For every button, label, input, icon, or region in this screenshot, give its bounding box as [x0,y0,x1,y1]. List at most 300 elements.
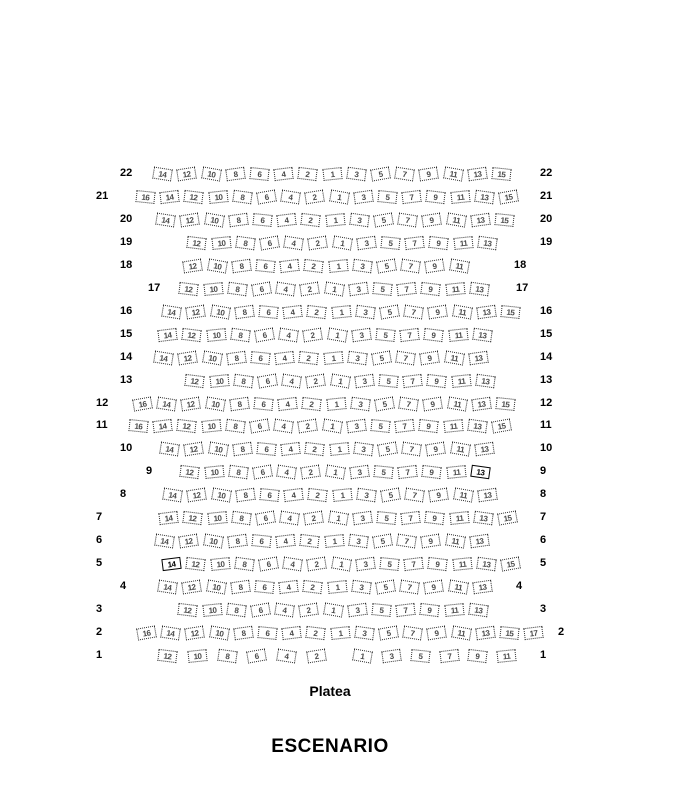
seat[interactable]: 14 [160,626,181,641]
seat[interactable]: 14 [162,488,183,503]
seat[interactable]: 9 [420,603,440,617]
seat[interactable]: 4 [276,534,296,548]
seat[interactable]: 11 [451,374,471,388]
seat[interactable]: 10 [201,166,222,181]
seat[interactable]: 4 [276,465,297,480]
seat[interactable]: 12 [184,190,204,204]
seat[interactable]: 8 [227,281,247,296]
seat[interactable]: 14 [156,396,177,411]
seat[interactable]: 10 [204,212,225,227]
seat[interactable]: 1 [325,465,346,480]
seat[interactable]: 11 [452,557,472,571]
seat[interactable]: 5 [374,396,395,411]
seat[interactable]: 2 [298,419,319,434]
seat[interactable]: 13 [474,190,494,205]
seat[interactable]: 6 [255,511,276,526]
seat[interactable]: 5 [377,190,397,204]
seat[interactable]: 10 [201,419,221,433]
seat[interactable]: 13 [473,511,493,526]
seat[interactable]: 17 [524,626,544,640]
seat[interactable]: 9 [419,419,439,433]
seat[interactable]: 2 [303,327,324,342]
seat[interactable]: 2 [301,465,322,480]
seat[interactable]: 10 [202,350,223,365]
seat[interactable]: 7 [401,442,422,457]
seat[interactable]: 2 [300,281,321,296]
seat[interactable]: 12 [179,282,199,296]
seat[interactable]: 3 [346,167,366,182]
seat[interactable]: 3 [348,281,368,296]
seat[interactable]: 12 [186,557,206,571]
seat[interactable]: 7 [399,580,420,595]
seat[interactable]: 13 [468,603,488,618]
seat[interactable]: 5 [376,258,397,273]
seat[interactable]: 8 [225,419,245,434]
seat[interactable]: 2 [302,396,322,410]
seat[interactable]: 10 [203,534,224,549]
seat[interactable]: 16 [128,419,148,433]
seat[interactable]: 12 [187,236,207,250]
seat[interactable]: 10 [206,580,227,595]
seat[interactable]: 6 [249,167,269,181]
seat[interactable]: 9 [422,465,442,479]
seat[interactable]: 1 [332,235,353,250]
seat[interactable]: 1 [330,626,350,640]
seat[interactable]: 11 [446,212,467,227]
seat[interactable]: 4 [281,442,301,456]
seat[interactable]: 15 [498,189,519,204]
seat[interactable]: 4 [274,167,294,181]
seat[interactable]: 11 [449,511,469,525]
seat[interactable]: 10 [202,603,222,617]
seat[interactable]: 9 [421,534,442,549]
seat[interactable]: 2 [306,373,327,388]
seat[interactable]: 7 [398,396,419,411]
seat[interactable]: 3 [354,626,374,641]
seat[interactable]: 4 [275,350,295,364]
seat[interactable]: 10 [209,625,230,640]
seat[interactable]: 10 [210,557,230,571]
seat[interactable]: 14 [158,328,178,342]
seat[interactable]: 4 [283,235,304,250]
seat[interactable]: 7 [439,649,459,663]
seat[interactable]: 2 [305,190,326,205]
seat[interactable]: 8 [226,603,246,618]
seat[interactable]: 10 [203,282,223,296]
seat[interactable]: 5 [373,212,394,227]
seat[interactable]: 6 [258,305,278,319]
seat[interactable]: 12 [179,534,200,549]
seat[interactable]: 5 [380,236,400,250]
seat[interactable]: 9 [427,373,447,387]
seat[interactable]: 2 [308,488,328,502]
seat[interactable]: 10 [210,304,231,319]
seat[interactable]: 4 [284,488,304,502]
seat[interactable]: 7 [396,534,417,549]
seat[interactable]: 3 [346,419,366,434]
seat[interactable]: 9 [467,649,487,663]
seat[interactable]: 6 [252,213,272,227]
seat[interactable]: 11 [496,649,516,663]
seat[interactable]: 9 [425,258,446,273]
seat[interactable]: 11 [453,236,473,250]
seat[interactable]: 3 [349,465,369,480]
seat[interactable]: 11 [444,603,464,617]
seat[interactable]: 6 [259,488,279,502]
seat[interactable]: 4 [274,603,295,618]
seat[interactable]: 8 [217,649,237,664]
seat[interactable]: 1 [332,488,352,502]
seat[interactable]: 16 [132,396,153,411]
seat[interactable]: 1 [329,189,350,204]
seat[interactable]: 5 [375,328,395,342]
seat[interactable]: 13 [474,442,494,457]
seat[interactable]: 9 [419,167,440,182]
seat[interactable]: 13 [476,557,496,572]
seat[interactable]: 14 [153,419,173,433]
seat[interactable]: 3 [350,396,370,411]
seat[interactable]: 2 [303,580,323,594]
seat[interactable]: 8 [232,442,252,457]
seat[interactable]: 11 [446,465,466,479]
seat[interactable]: 3 [356,236,376,251]
seat[interactable]: 12 [182,328,202,342]
seat[interactable]: 12 [178,350,199,365]
seat[interactable]: 4 [282,626,302,640]
seat[interactable]: 7 [395,350,416,365]
seat[interactable]: 12 [184,442,205,457]
seat[interactable]: 2 [308,235,329,250]
seat[interactable]: 9 [426,190,446,204]
seat[interactable]: 6 [252,465,273,480]
seat[interactable]: 13 [467,419,487,434]
seat[interactable]: 4 [280,190,301,205]
seat[interactable]: 10 [206,328,226,342]
seat[interactable]: 14 [155,212,176,227]
seat[interactable]: 9 [422,212,443,227]
seat[interactable]: 16 [136,625,157,640]
seat[interactable]: 9 [427,626,448,641]
seat[interactable]: 3 [347,603,367,618]
seat[interactable]: 5 [376,511,396,525]
seat[interactable]: 14 [152,167,173,182]
seat[interactable]: 10 [208,190,228,204]
seat[interactable]: 11 [444,350,465,365]
seat[interactable]: 1 [328,259,348,273]
seat[interactable]: 3 [347,350,367,365]
seat[interactable]: 1 [322,167,342,181]
seat[interactable]: 7 [394,167,415,182]
seat[interactable]: 6 [249,419,270,434]
seat[interactable]: 8 [231,511,251,526]
seat[interactable]: 8 [227,534,247,549]
seat[interactable]: 7 [402,626,423,641]
seat[interactable]: 6 [256,189,277,204]
seat[interactable]: 11 [443,166,464,181]
seat[interactable]: 7 [397,212,418,227]
seat[interactable]: 2 [301,213,321,227]
seat[interactable]: 2 [305,442,325,456]
seat[interactable]: 13 [470,465,490,480]
seat[interactable]: 3 [356,488,376,503]
seat[interactable]: 5 [379,557,399,571]
seat[interactable]: 6 [250,602,271,617]
seat[interactable]: 7 [396,603,416,617]
seat[interactable]: 3 [352,259,372,274]
seat[interactable]: 11 [445,534,466,549]
seat[interactable]: 8 [233,373,253,388]
seat[interactable]: 8 [233,626,253,641]
seat[interactable]: 8 [234,304,254,319]
seat[interactable]: 11 [453,488,474,503]
seat[interactable]: 10 [211,488,232,503]
seat[interactable]: 1 [331,557,352,572]
seat[interactable]: 7 [397,282,417,296]
seat[interactable]: 8 [226,350,246,365]
seat[interactable]: 8 [230,327,250,342]
seat[interactable]: 3 [355,557,375,572]
seat[interactable]: 1 [324,281,345,296]
seat[interactable]: 9 [425,511,445,525]
seat[interactable]: 5 [371,350,392,365]
seat[interactable]: 14 [161,304,182,319]
seat[interactable]: 7 [404,488,425,503]
seat[interactable]: 11 [448,328,468,342]
seat[interactable]: 14 [154,534,175,549]
seat[interactable]: 8 [234,557,254,572]
seat[interactable]: 1 [323,602,344,617]
seat[interactable]: 15 [500,557,521,572]
seat[interactable]: 4 [278,327,299,342]
seat[interactable]: 7 [395,419,415,433]
seat[interactable]: 13 [476,304,496,319]
seat[interactable]: 6 [257,373,278,388]
seat[interactable]: 4 [281,373,302,388]
seat[interactable]: 2 [304,259,324,273]
seat[interactable]: 5 [372,282,392,296]
seat[interactable]: 4 [273,419,294,434]
seat[interactable]: 10 [205,396,226,411]
seat[interactable]: 3 [351,580,371,595]
seat[interactable]: 4 [276,649,297,664]
seat[interactable]: 12 [177,167,198,182]
seat[interactable]: 12 [183,511,203,525]
seat[interactable]: 12 [177,419,197,433]
seat[interactable]: 12 [185,626,206,641]
seat[interactable]: 15 [499,626,519,640]
seat[interactable]: 2 [304,511,325,526]
seat[interactable]: 13 [472,580,492,595]
seat[interactable]: 8 [235,488,255,503]
seat[interactable]: 12 [180,465,200,479]
seat[interactable]: 4 [282,557,303,572]
seat[interactable]: 9 [428,557,448,571]
seat[interactable]: 6 [256,442,276,456]
seat[interactable]: 8 [232,190,252,205]
seat[interactable]: 15 [495,397,515,411]
seat[interactable]: 6 [253,397,273,411]
seat[interactable]: 13 [470,213,490,228]
seat[interactable]: 1 [328,511,349,526]
seat[interactable]: 6 [251,534,271,548]
seat[interactable]: 1 [327,327,348,342]
seat[interactable]: 1 [329,442,349,456]
seat[interactable]: 4 [277,213,297,227]
seat[interactable]: 3 [352,511,372,526]
seat[interactable]: 6 [246,648,267,663]
seat[interactable]: 16 [135,190,155,204]
seat[interactable]: 7 [402,190,422,204]
seat[interactable]: 13 [469,534,489,549]
seat[interactable]: 6 [251,281,272,296]
seat[interactable]: 5 [370,166,391,181]
seat[interactable]: 11 [449,258,470,273]
seat[interactable]: 14 [159,442,180,457]
seat[interactable]: 12 [178,603,198,617]
seat[interactable]: 4 [283,305,303,319]
seat[interactable]: 3 [381,649,401,664]
seat[interactable]: 5 [372,534,393,549]
seat[interactable]: 5 [378,374,398,388]
seat[interactable]: 1 [331,305,351,319]
seat[interactable]: 7 [398,465,418,479]
seat[interactable]: 3 [349,213,369,228]
seat[interactable]: 9 [424,328,444,342]
seat[interactable]: 4 [279,511,300,526]
seat[interactable]: 1 [326,397,346,411]
seat[interactable]: 3 [348,534,368,549]
seat[interactable]: 6 [254,327,275,342]
seat[interactable]: 7 [401,511,421,525]
seat[interactable]: 6 [255,259,275,273]
seat[interactable]: 12 [180,212,201,227]
seat[interactable]: 9 [420,350,441,365]
seat[interactable]: 8 [230,580,250,595]
seat[interactable]: 5 [379,304,400,319]
seat[interactable]: 8 [231,259,251,274]
seat[interactable]: 7 [400,258,421,273]
seat[interactable]: 2 [300,534,320,548]
seat[interactable]: 2 [307,305,327,319]
seat[interactable]: 15 [497,511,518,526]
seat[interactable]: 9 [421,282,441,296]
seat[interactable]: 3 [353,442,373,457]
seat[interactable]: 9 [423,396,444,411]
seat[interactable]: 10 [207,511,227,525]
seat[interactable]: 11 [450,190,470,204]
seat[interactable]: 11 [450,442,471,457]
seat[interactable]: 5 [371,603,391,617]
seat[interactable]: 1 [323,351,343,365]
seat[interactable]: 12 [185,373,205,387]
seat[interactable]: 2 [307,557,328,572]
seat[interactable]: 14 [157,580,178,595]
seat[interactable]: 13 [467,167,487,182]
seat[interactable]: 3 [353,190,373,205]
seat[interactable]: 5 [380,488,401,503]
seat[interactable]: 13 [468,350,488,365]
seat[interactable]: 15 [491,167,511,181]
seat[interactable]: 13 [477,488,497,503]
seat[interactable]: 13 [469,281,489,296]
seat[interactable]: 3 [354,373,374,388]
seat[interactable]: 10 [204,465,224,479]
seat[interactable]: 14 [153,350,174,365]
seat[interactable]: 1 [330,373,351,388]
seat[interactable]: 1 [324,534,344,548]
seat[interactable]: 10 [208,442,229,457]
seat[interactable]: 10 [207,258,228,273]
seat[interactable]: 2 [306,649,327,664]
seat[interactable]: 15 [500,305,520,319]
seat[interactable]: 9 [426,442,447,457]
seat[interactable]: 8 [228,213,248,228]
seat[interactable]: 13 [472,327,492,342]
seat[interactable]: 6 [254,580,274,594]
seat[interactable]: 14 [162,557,182,571]
seat[interactable]: 7 [405,236,425,250]
seat[interactable]: 13 [475,373,495,388]
seat[interactable]: 3 [351,327,371,342]
seat[interactable]: 4 [275,281,296,296]
seat[interactable]: 5 [377,442,398,457]
seat[interactable]: 13 [477,236,497,251]
seat[interactable]: 1 [325,213,345,227]
seat[interactable]: 4 [279,580,299,594]
seat[interactable]: 6 [257,626,277,640]
seat[interactable]: 5 [378,625,399,640]
seat[interactable]: 11 [445,282,465,296]
seat[interactable]: 4 [278,396,298,410]
seat[interactable]: 6 [258,557,279,572]
seat[interactable]: 1 [327,580,347,594]
seat[interactable]: 13 [471,396,491,411]
seat[interactable]: 11 [452,304,473,319]
seat[interactable]: 12 [181,396,202,411]
seat[interactable]: 1 [322,419,343,434]
seat[interactable]: 8 [225,167,245,182]
seat[interactable]: 14 [159,511,179,525]
seat[interactable]: 1 [352,648,373,663]
seat[interactable]: 7 [404,557,424,571]
seat[interactable]: 5 [375,580,396,595]
seat[interactable]: 12 [183,258,204,273]
seat[interactable]: 9 [429,236,449,250]
seat[interactable]: 14 [160,190,180,204]
seat[interactable]: 8 [235,236,255,251]
seat[interactable]: 12 [182,580,203,595]
seat[interactable]: 2 [298,167,318,181]
seat[interactable]: 10 [211,236,231,250]
seat[interactable]: 11 [447,396,468,411]
seat[interactable]: 12 [186,304,207,319]
seat[interactable]: 2 [299,603,320,618]
seat[interactable]: 7 [403,373,423,387]
seat[interactable]: 6 [250,351,270,365]
seat[interactable]: 5 [373,465,393,479]
seat[interactable]: 11 [443,419,463,433]
seat[interactable]: 7 [403,304,424,319]
seat[interactable]: 15 [494,213,514,227]
seat[interactable]: 7 [400,328,420,342]
seat[interactable]: 10 [187,649,207,663]
seat[interactable]: 3 [355,304,375,319]
seat[interactable]: 11 [448,580,469,595]
seat[interactable]: 12 [187,488,208,503]
seat[interactable]: 13 [475,626,495,641]
seat[interactable]: 8 [228,465,248,480]
seat[interactable]: 9 [424,580,445,595]
